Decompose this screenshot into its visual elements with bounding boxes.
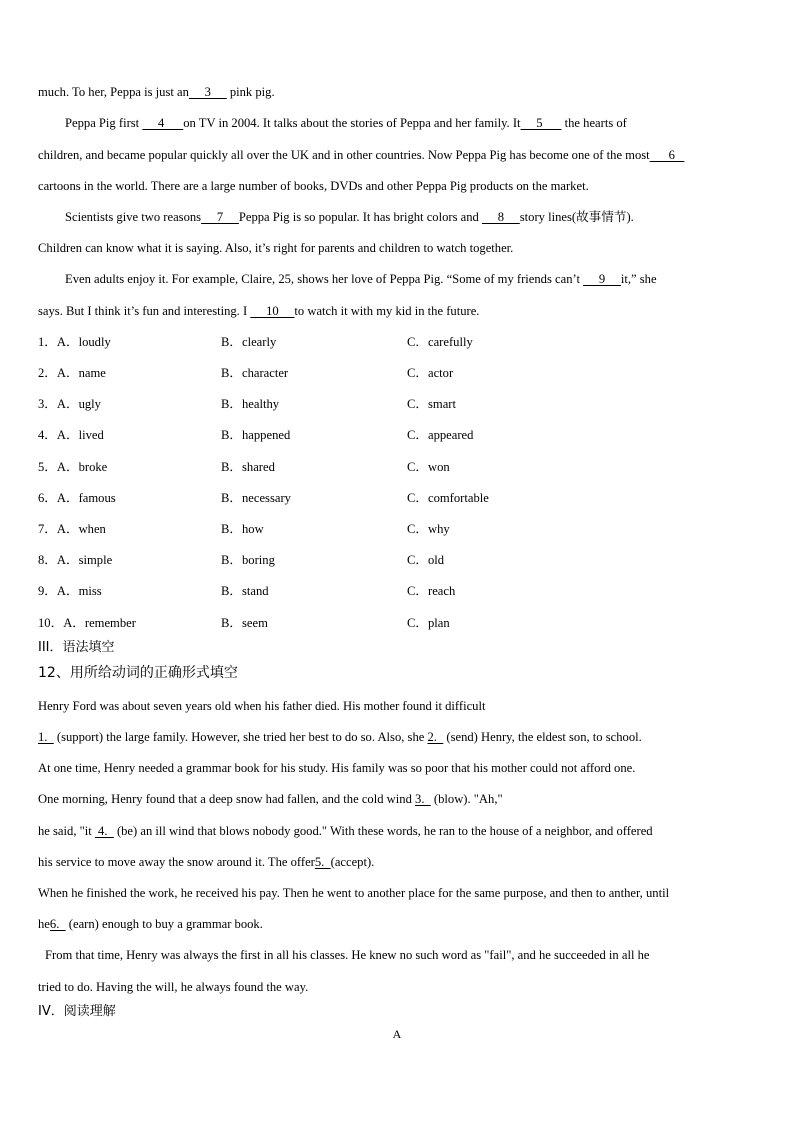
blank-7: 7 [201, 210, 239, 224]
grammar-line: 1. (support) the large family. However, she tried her best to do so. Also, she 2. (send) Henry, the eldest son, to school. [38, 730, 642, 744]
question-heading: 12、用所给动词的正确形式填空 [38, 665, 238, 681]
blank-9: 9 [583, 272, 621, 286]
passage-line: Even adults enjoy it. For example, Claire, 25, shows her love of Peppa Pig. “Some of my friends can’t 9 it,” she [65, 272, 657, 286]
section-title-grammar: III．语法填空 [38, 640, 115, 655]
grammar-line: he said, "it 4. (be) an ill wind that blows nobody good." With these words, he ran to the house of a neighbor, and offered [38, 824, 653, 838]
grammar-blank-5: 5. [314, 855, 331, 869]
grammar-line: Henry Ford was about seven years old when his father died. His mother found it difficult [38, 699, 486, 713]
grammar-line: his service to move away the snow around it. The offer5. (accept). [38, 855, 375, 869]
blank-4: 4 [142, 116, 184, 130]
grammar-blank-6: 6. [49, 917, 66, 931]
passage-line: says. But I think it’s fun and interesting. I 10 to watch it with my kid in the future. [38, 304, 480, 318]
grammar-blank-1: 1. [38, 730, 54, 744]
grammar-blank-3: 3. [415, 792, 431, 806]
passage-line: Scientists give two reasons 7 Peppa Pig is so popular. It has bright colors and 8 story lines(故事情节). [65, 210, 634, 224]
grammar-line: When he finished the work, he received his pay. Then he went to another place for the same purpose, and then to anther, until [38, 886, 670, 900]
grammar-blank-4: 4. [94, 824, 114, 838]
passage-label: A [392, 1027, 402, 1041]
passage-line: much. To her, Peppa is just an 3 pink pig. [38, 85, 275, 99]
grammar-line: From that time, Henry was always the first in all his classes. He knew no such word as "fail", and he succeeded in all he [45, 948, 650, 962]
passage-line: Peppa Pig first 4 on TV in 2004. It talks about the stories of Peppa and her family. It 5 the hearts of [65, 116, 627, 130]
grammar-line: he6. (earn) enough to buy a grammar book. [38, 917, 263, 931]
blank-3: 3 [188, 85, 227, 99]
blank-5: 5 [520, 116, 562, 130]
blank-8: 8 [481, 210, 520, 224]
passage-line: cartoons in the world. There are a large number of books, DVDs and other Peppa Pig products on the market. [38, 179, 589, 193]
grammar-blank-2: 2. [427, 730, 444, 744]
grammar-line: tried to do. Having the will, he always found the way. [38, 980, 309, 994]
blank-6: 6 [649, 148, 685, 162]
section-title-reading: IV．阅读理解 [38, 1004, 116, 1019]
grammar-line: One morning, Henry found that a deep snow had fallen, and the cold wind 3. (blow). "Ah," [38, 792, 503, 806]
passage-line: Children can know what it is saying. Also, it’s right for parents and children to watch together. [38, 241, 514, 255]
blank-10: 10 [250, 304, 295, 318]
grammar-line: At one time, Henry needed a grammar book for his study. His family was so poor that his mother could not afford one. [38, 761, 636, 775]
passage-line: children, and became popular quickly all over the UK and in other countries. Now Peppa Pig has become one of the most 6 [38, 148, 685, 162]
